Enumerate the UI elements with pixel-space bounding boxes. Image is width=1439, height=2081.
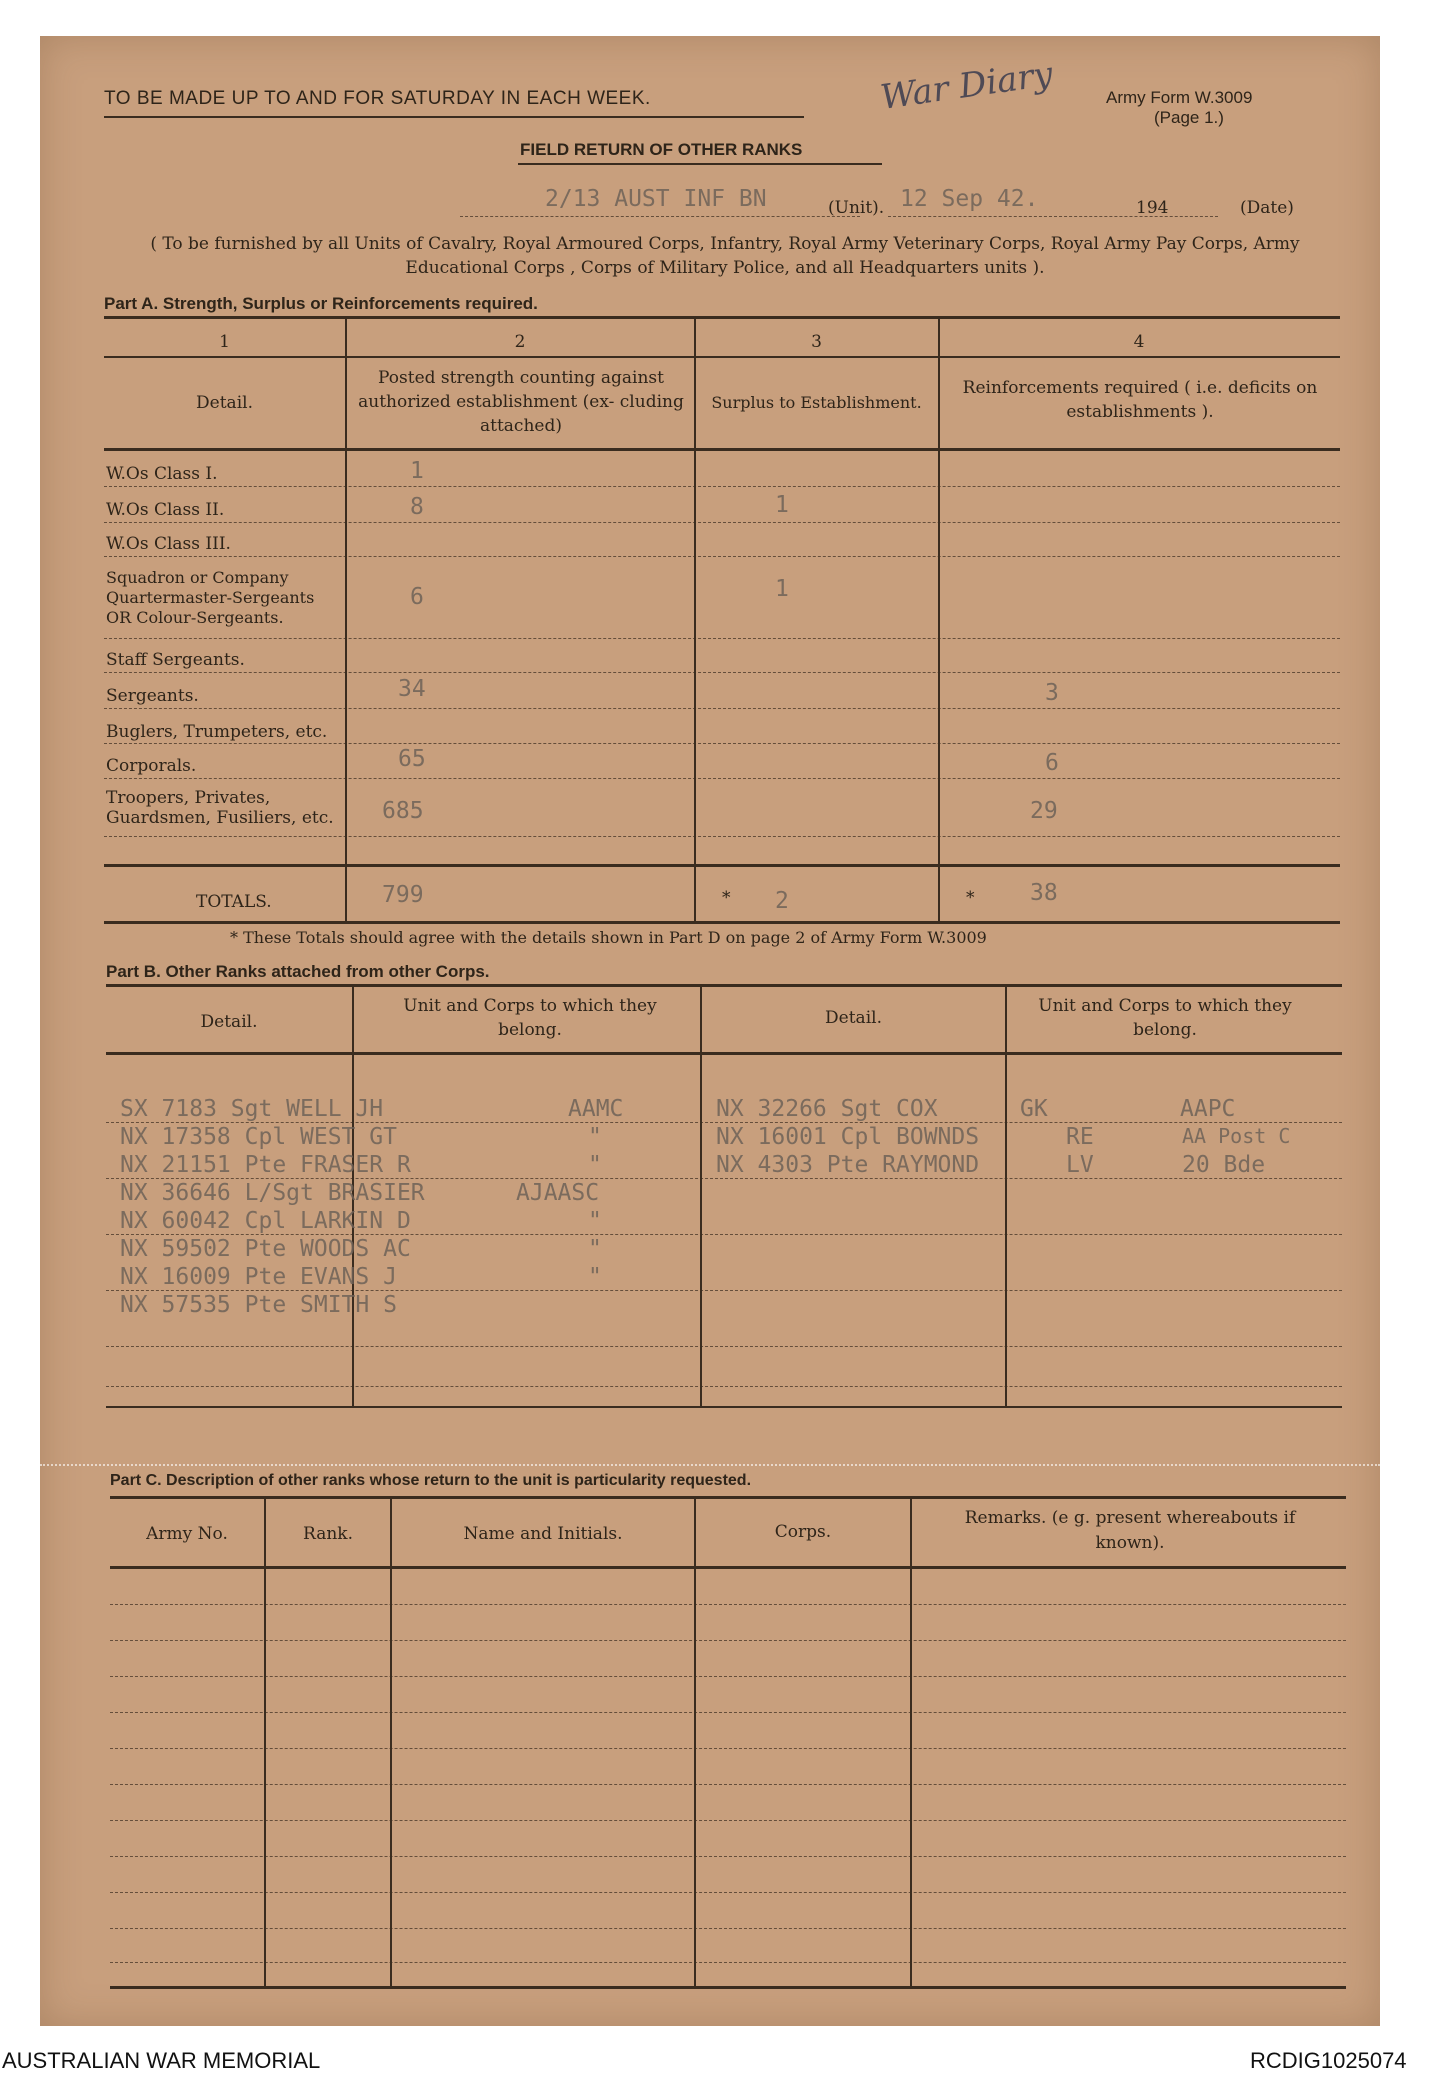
row-detail-troopers: Troopers, Privates, Guardsmen, Fusiliers, etc. xyxy=(106,788,334,828)
row-detail-corporals: Corporals. xyxy=(106,756,197,776)
col-number-4: 4 xyxy=(1133,332,1145,352)
posted-wo2: 8 xyxy=(410,494,424,520)
reinf-troopers: 29 xyxy=(1030,798,1058,824)
archive-caption-left: AUSTRALIAN WAR MEMORIAL xyxy=(2,2048,321,2073)
total-reinf-asterisk: * xyxy=(966,888,975,908)
part-b-bottom-rule xyxy=(106,1406,1342,1408)
part-c-col-line-1 xyxy=(264,1498,266,1988)
posted-corporals: 65 xyxy=(398,746,426,772)
row-sep xyxy=(104,708,1340,709)
part-c-header-rank: Rank. xyxy=(303,1524,353,1544)
date-value: 12 Sep 42. xyxy=(900,186,1039,212)
attached-entry-corps: " xyxy=(588,1152,602,1178)
instruction-underline xyxy=(104,116,804,118)
part-b-line xyxy=(106,1234,1342,1235)
part-b-col-line-3 xyxy=(1005,986,1007,1408)
date-dotline xyxy=(888,216,1218,217)
part-b-line xyxy=(106,1122,1342,1123)
row-detail-staff-sergeants: Staff Sergeants. xyxy=(106,650,245,670)
col-header-posted: Posted strength counting against authorized establishment (ex- cluding attached) xyxy=(358,368,684,436)
part-c-top-rule xyxy=(110,1496,1346,1499)
title-underline xyxy=(518,163,882,165)
reinf-sergeants: 3 xyxy=(1045,680,1059,706)
posted-sergeants: 34 xyxy=(398,676,426,702)
reinf-corporals: 6 xyxy=(1045,750,1059,776)
row-sep xyxy=(104,522,1340,523)
row-sep xyxy=(104,836,1340,837)
unit-dotline xyxy=(460,216,860,217)
part-c-header-remarks: Remarks. (e g. present whereabouts if known). xyxy=(964,1508,1296,1553)
col-header-reinforcements: Reinforcements required ( i.e. deficits on establishments ). xyxy=(962,378,1318,422)
attached-entry-corps: 20 Bde xyxy=(1182,1152,1266,1178)
part-c-line xyxy=(110,1712,1346,1713)
posted-cqms: 6 xyxy=(410,584,424,610)
attached-entry-corps: AAPC xyxy=(1180,1096,1236,1122)
surplus-cqms: 1 xyxy=(775,576,789,602)
part-a-num-rule xyxy=(104,356,1340,358)
attached-entry-corps: AJAASC xyxy=(516,1180,600,1206)
part-b-heading: Part B. Other Ranks attached from other Corps. xyxy=(106,962,490,981)
row-detail-wo2: W.Os Class II. xyxy=(106,500,225,520)
attached-entry-detail: NX 57535 Pte SMITH S xyxy=(120,1292,397,1318)
part-a-header-rule xyxy=(104,448,1340,451)
total-surplus-asterisk: * xyxy=(722,888,731,908)
part-c-col-line-3 xyxy=(694,1498,696,1988)
col-header-detail: Detail. xyxy=(196,393,253,413)
part-c-col-line-2 xyxy=(390,1498,392,1988)
part-a-body-bottom xyxy=(104,864,1340,867)
part-c-line xyxy=(110,1820,1346,1821)
attached-entry-corps: AAMC xyxy=(568,1096,624,1122)
part-b-top-rule xyxy=(106,984,1342,987)
posted-wo1: 1 xyxy=(410,458,424,484)
part-c-line xyxy=(110,1856,1346,1857)
part-c-line xyxy=(110,1748,1346,1749)
attached-entry-detail: SX 7183 Sgt WELL JH xyxy=(120,1096,384,1122)
attached-entry-detail: NX 36646 L/Sgt BRASIER xyxy=(120,1180,425,1206)
surplus-wo2: 1 xyxy=(775,492,789,518)
attached-entry-corps: " xyxy=(588,1236,602,1262)
row-sep xyxy=(104,638,1340,639)
row-detail-wo3: W.Os Class III. xyxy=(106,534,231,554)
attached-entry-unit: GK xyxy=(1020,1096,1048,1122)
col-number-2: 2 xyxy=(514,332,526,352)
col-number-1: 1 xyxy=(219,332,230,352)
attached-entry-detail: NX 17358 Cpl WEST GT xyxy=(120,1124,397,1150)
row-detail-sergeants: Sergeants. xyxy=(106,686,199,706)
posted-troopers: 685 xyxy=(382,798,424,824)
attached-entry-detail: NX 60042 Cpl LARKIN D xyxy=(120,1208,411,1234)
archive-caption-right: RCDIG1025074 xyxy=(1250,2048,1407,2073)
part-a-heading: Part A. Strength, Surplus or Reinforcements required. xyxy=(104,294,538,313)
attached-entry-unit: LV xyxy=(1066,1152,1094,1178)
part-b-header-unit-right: Unit and Corps to which they belong. xyxy=(1038,996,1292,1040)
attached-entry-detail: NX 16001 Cpl BOWNDS xyxy=(716,1124,980,1150)
part-c-line xyxy=(110,1640,1346,1641)
total-posted: 799 xyxy=(382,882,424,908)
part-a-col-line-3 xyxy=(938,318,940,922)
totals-label: TOTALS. xyxy=(196,892,272,912)
part-c-header-corps: Corps. xyxy=(774,1522,832,1542)
part-b-line xyxy=(106,1346,1342,1347)
attached-entry-detail: NX 59502 Pte WOODS AC xyxy=(120,1236,411,1262)
row-sep xyxy=(104,672,1340,673)
instruction-text: TO BE MADE UP TO AND FOR SATURDAY IN EACH WEEK. xyxy=(104,88,651,109)
part-c-header-rule xyxy=(110,1566,1346,1569)
unit-value: 2/13 AUST INF BN xyxy=(545,186,767,212)
row-sep xyxy=(104,486,1340,487)
total-surplus: 2 xyxy=(775,888,789,914)
handwritten-note: War Diary xyxy=(878,54,1056,118)
part-c-bottom-rule xyxy=(110,1986,1346,1989)
attached-entry-detail: NX 32266 Sgt COX xyxy=(716,1096,938,1122)
col-header-surplus: Surplus to Establishment. xyxy=(711,393,922,412)
form-sheet xyxy=(40,36,1380,2026)
furnish-note: ( To be furnished by all Units of Cavalry, Royal Armoured Corps, Infantry, Royal Army Veterinary Corps, Royal Army Pay Corps, Army Educational Corps , Corps of Military Police, and all Headquarters units ). xyxy=(150,234,1300,278)
part-c-line xyxy=(110,1928,1346,1929)
part-b-header-detail-left: Detail. xyxy=(200,1012,258,1032)
total-reinf: 38 xyxy=(1030,880,1058,906)
row-detail-buglers: Buglers, Trumpeters, etc. xyxy=(106,722,328,742)
page-label: (Page 1.) xyxy=(1154,108,1224,127)
attached-entry-corps: AA Post C xyxy=(1182,1124,1291,1148)
row-sep xyxy=(104,778,1340,779)
part-a-top-rule xyxy=(104,316,1340,319)
part-c-col-line-4 xyxy=(910,1498,912,1988)
part-a-col-line-1 xyxy=(345,318,347,922)
part-c-line xyxy=(110,1892,1346,1893)
part-c-line xyxy=(110,1784,1346,1785)
attached-entry-corps: " xyxy=(588,1208,602,1234)
row-detail-cqms: Squadron or Company Quartermaster-Sergeants OR Colour-Sergeants. xyxy=(106,568,315,627)
attached-entry-unit: RE xyxy=(1066,1124,1094,1150)
part-b-header-rule xyxy=(106,1052,1342,1055)
part-c-line xyxy=(110,1604,1346,1605)
row-detail-wo1: W.Os Class I. xyxy=(106,464,218,484)
unit-label: (Unit). xyxy=(828,198,885,218)
part-b-line xyxy=(106,1386,1342,1387)
part-b-col-line-2 xyxy=(700,986,702,1408)
part-a-totals-bottom xyxy=(104,921,1340,924)
part-c-header-name: Name and Initials. xyxy=(463,1524,623,1544)
attached-entry-corps: " xyxy=(588,1124,602,1150)
year-label: 194 xyxy=(1136,198,1169,218)
part-b-line xyxy=(106,1178,1342,1179)
totals-footnote: * These Totals should agree with the details shown in Part D on page 2 of Army Form W.3009 xyxy=(230,928,987,947)
row-sep xyxy=(104,556,1340,557)
date-label: (Date) xyxy=(1240,198,1294,218)
form-title: FIELD RETURN OF OTHER RANKS xyxy=(520,140,803,159)
attached-entry-detail: NX 16009 Pte EVANS J xyxy=(120,1264,397,1290)
part-c-line xyxy=(110,1676,1346,1677)
attached-entry-detail: NX 4303 Pte RAYMOND xyxy=(716,1152,980,1178)
perforation-line xyxy=(40,1464,1380,1466)
attached-entry-corps: " xyxy=(588,1264,602,1290)
attached-entry-detail: NX 21151 Pte FRASER R xyxy=(120,1152,411,1178)
form-number: Army Form W.3009 xyxy=(1106,88,1253,107)
part-b-header-unit-left: Unit and Corps to which they belong. xyxy=(403,996,657,1040)
col-number-3: 3 xyxy=(811,332,822,352)
part-c-heading: Part C. Description of other ranks whose return to the unit is particularity requested. xyxy=(110,1472,752,1489)
part-b-line xyxy=(106,1290,1342,1291)
part-c-header-army-no: Army No. xyxy=(146,1524,228,1544)
part-c-line xyxy=(110,1962,1346,1963)
part-b-header-detail-right: Detail. xyxy=(825,1008,882,1028)
